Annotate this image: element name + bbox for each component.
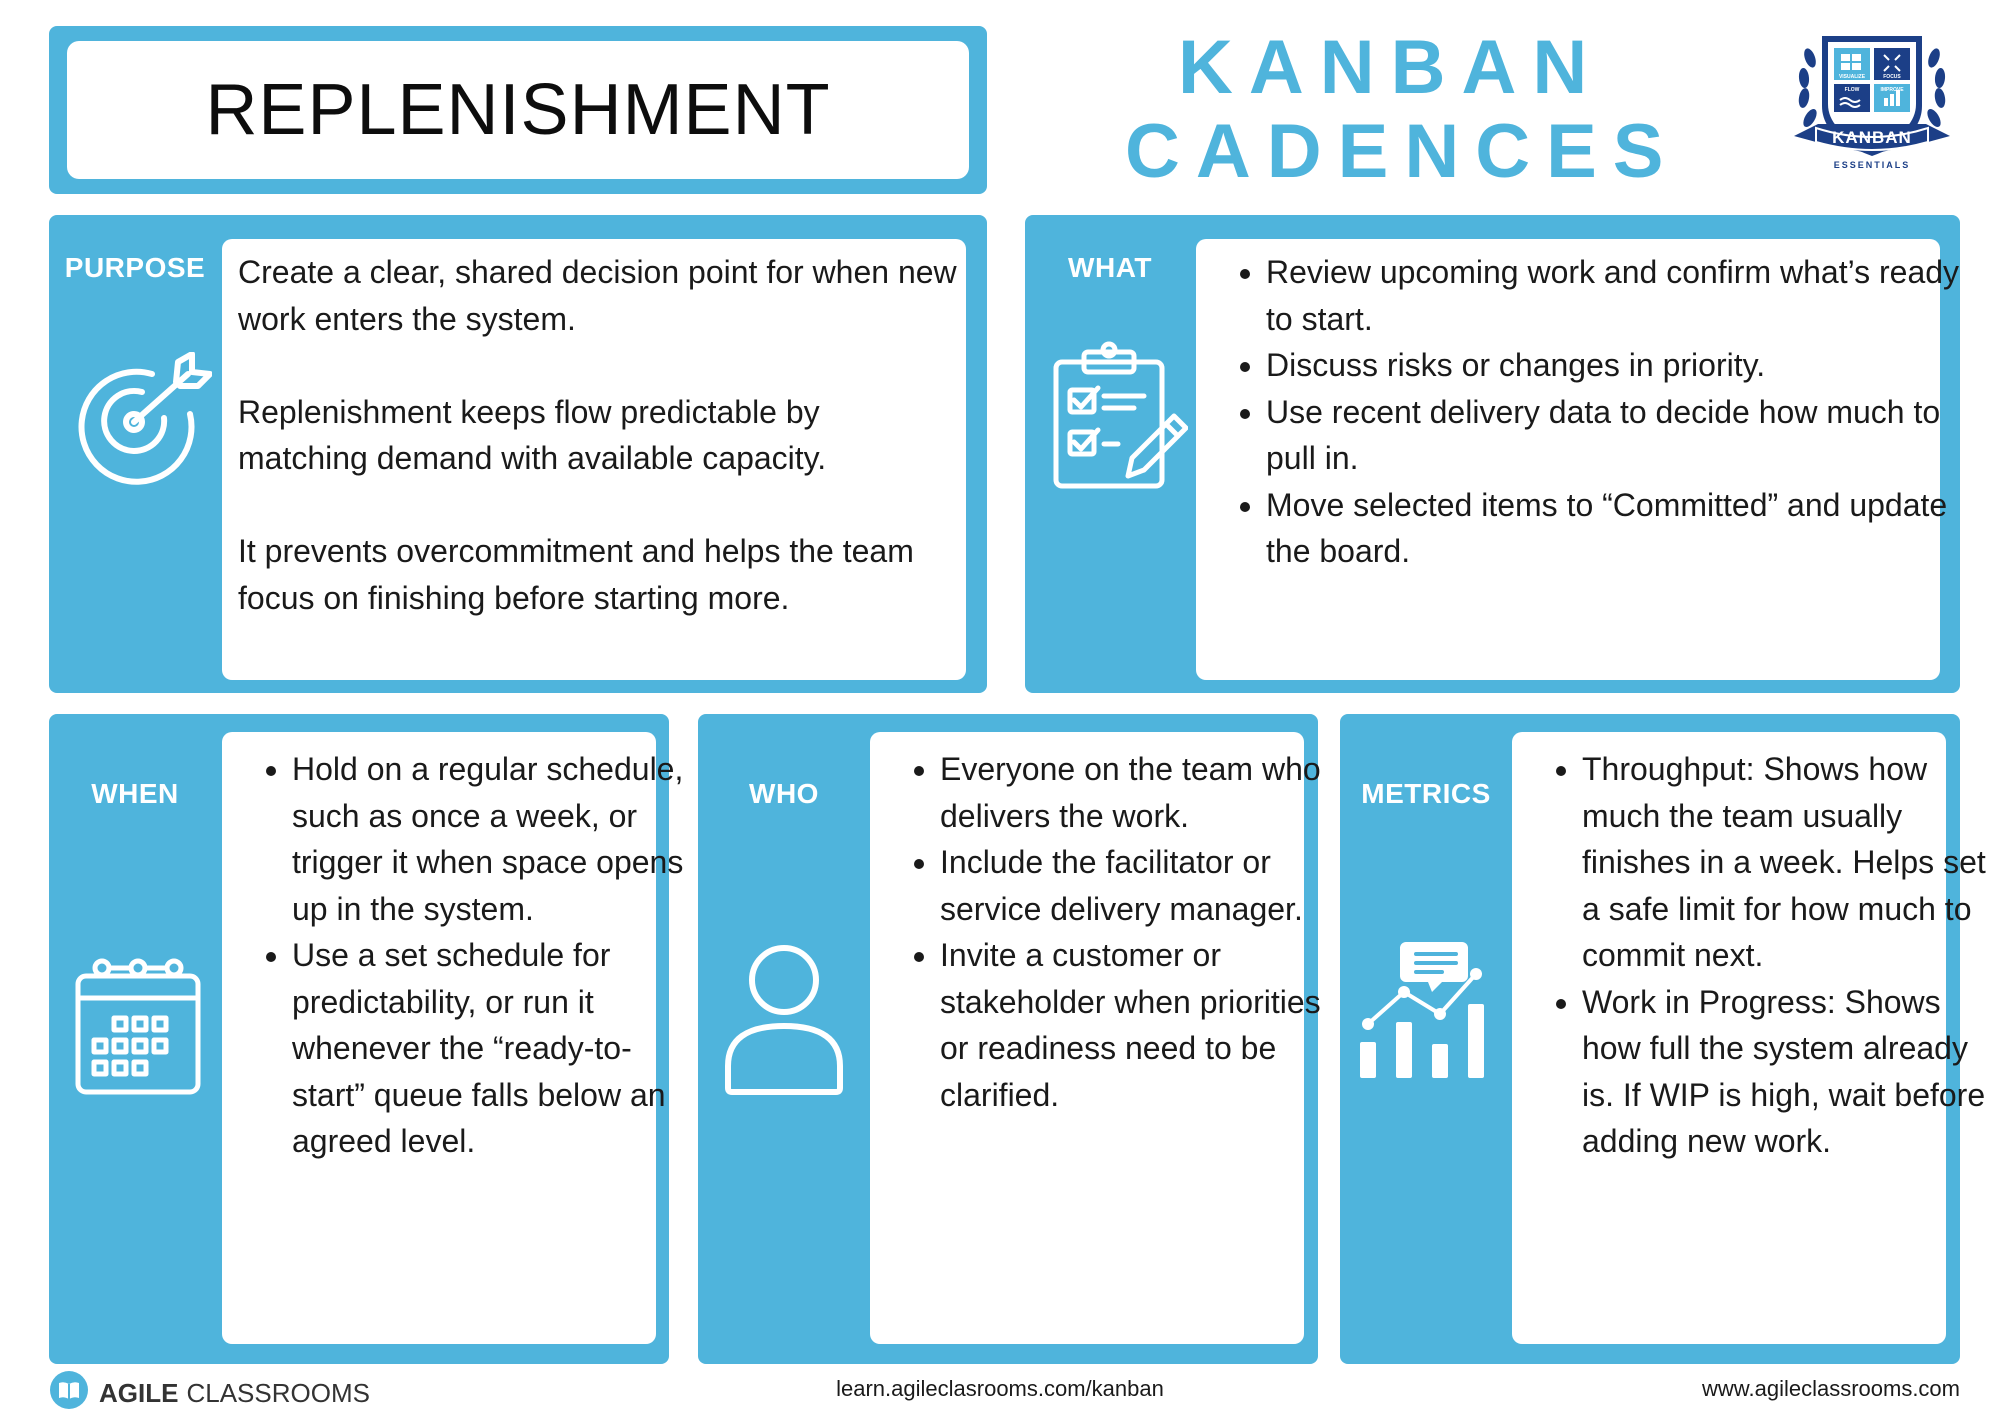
- list-item: • Review upcoming work and confirm what’s ready to start.: [1266, 249, 1966, 342]
- list-item: • Move selected items to “Committed” and update the board.: [1266, 482, 1966, 575]
- purpose-content: [222, 239, 966, 680]
- brand-name-light: CLASSROOMS: [186, 1377, 370, 1408]
- svg-text:ESSENTIALS: ESSENTIALS: [1833, 160, 1911, 170]
- analytics-chart-icon: [1356, 938, 1492, 1080]
- what-content: [1196, 239, 1960, 680]
- metrics-label: METRICS: [1361, 778, 1491, 809]
- target-icon: [72, 352, 212, 492]
- list-item: • Everyone on the team who delivers the work.: [940, 746, 1344, 839]
- list-item: • Discuss risks or changes in priority.: [1266, 342, 1966, 389]
- when-label: WHEN: [91, 778, 179, 809]
- svg-text:FOCUS: FOCUS: [1883, 74, 1901, 80]
- list-item: • Include the facilitator or service delivery manager.: [940, 839, 1344, 932]
- heading-kanban: KANBAN: [1178, 25, 1604, 110]
- svg-text:IMPROVE: IMPROVE: [1880, 87, 1904, 93]
- metrics-content: [1512, 732, 1986, 1344]
- course-link[interactable]: learn.agileclasrooms.com/kanban: [836, 1376, 1164, 1401]
- purpose-label: PURPOSE: [64, 252, 206, 283]
- book-icon: [49, 1370, 89, 1416]
- what-label: WHAT: [1068, 252, 1152, 283]
- website-link[interactable]: www.agileclassrooms.com: [1702, 1376, 1960, 1401]
- brand-name-bold: AGILE: [99, 1377, 179, 1408]
- list-item: • Throughput: Shows how much the team usually finishes in a week. Helps set a safe limit for how much to commit next.: [1582, 746, 1986, 979]
- brand-logo: [49, 1370, 370, 1416]
- calendar-icon: [72, 958, 206, 1098]
- purpose-paragraph: It prevents overcommitment and helps the team focus on finishing before starting more.: [238, 533, 914, 616]
- person-icon: [722, 942, 846, 1098]
- kanban-essentials-badge-logo: [1788, 28, 1956, 180]
- title-box: [67, 41, 969, 179]
- list-item: • Invite a customer or stakeholder when priorities or readiness need to be clarified.: [940, 932, 1344, 1118]
- svg-text:KANBAN: KANBAN: [1832, 128, 1912, 147]
- list-item: • Use a set schedule for predictability, or run it whenever the “ready-to-start” queue falls below an agreed level.: [292, 932, 696, 1165]
- list-item: • Work in Progress: Shows how full the system already is. If WIP is high, wait before adding new work.: [1582, 979, 1986, 1165]
- purpose-paragraph: Replenishment keeps flow predictable by matching demand with available capacity.: [238, 393, 827, 476]
- list-item: • Hold on a regular schedule, such as once a week, or trigger it when space opens up in the system.: [292, 746, 696, 932]
- who-content: [870, 732, 1321, 1344]
- when-content: [222, 732, 684, 1344]
- svg-text:FLOW: FLOW: [1844, 87, 1860, 93]
- checklist-icon: [1048, 340, 1188, 490]
- svg-text:VISUALIZE: VISUALIZE: [1838, 74, 1866, 80]
- list-item: • Use recent delivery data to decide how much to pull in.: [1266, 389, 1966, 482]
- heading-cadences: CADENCES: [1125, 109, 1680, 194]
- who-label: WHO: [749, 778, 819, 809]
- page-title: REPLENISHMENT: [205, 70, 831, 150]
- purpose-paragraph: Create a clear, shared decision point for when new work enters the system.: [238, 254, 957, 337]
